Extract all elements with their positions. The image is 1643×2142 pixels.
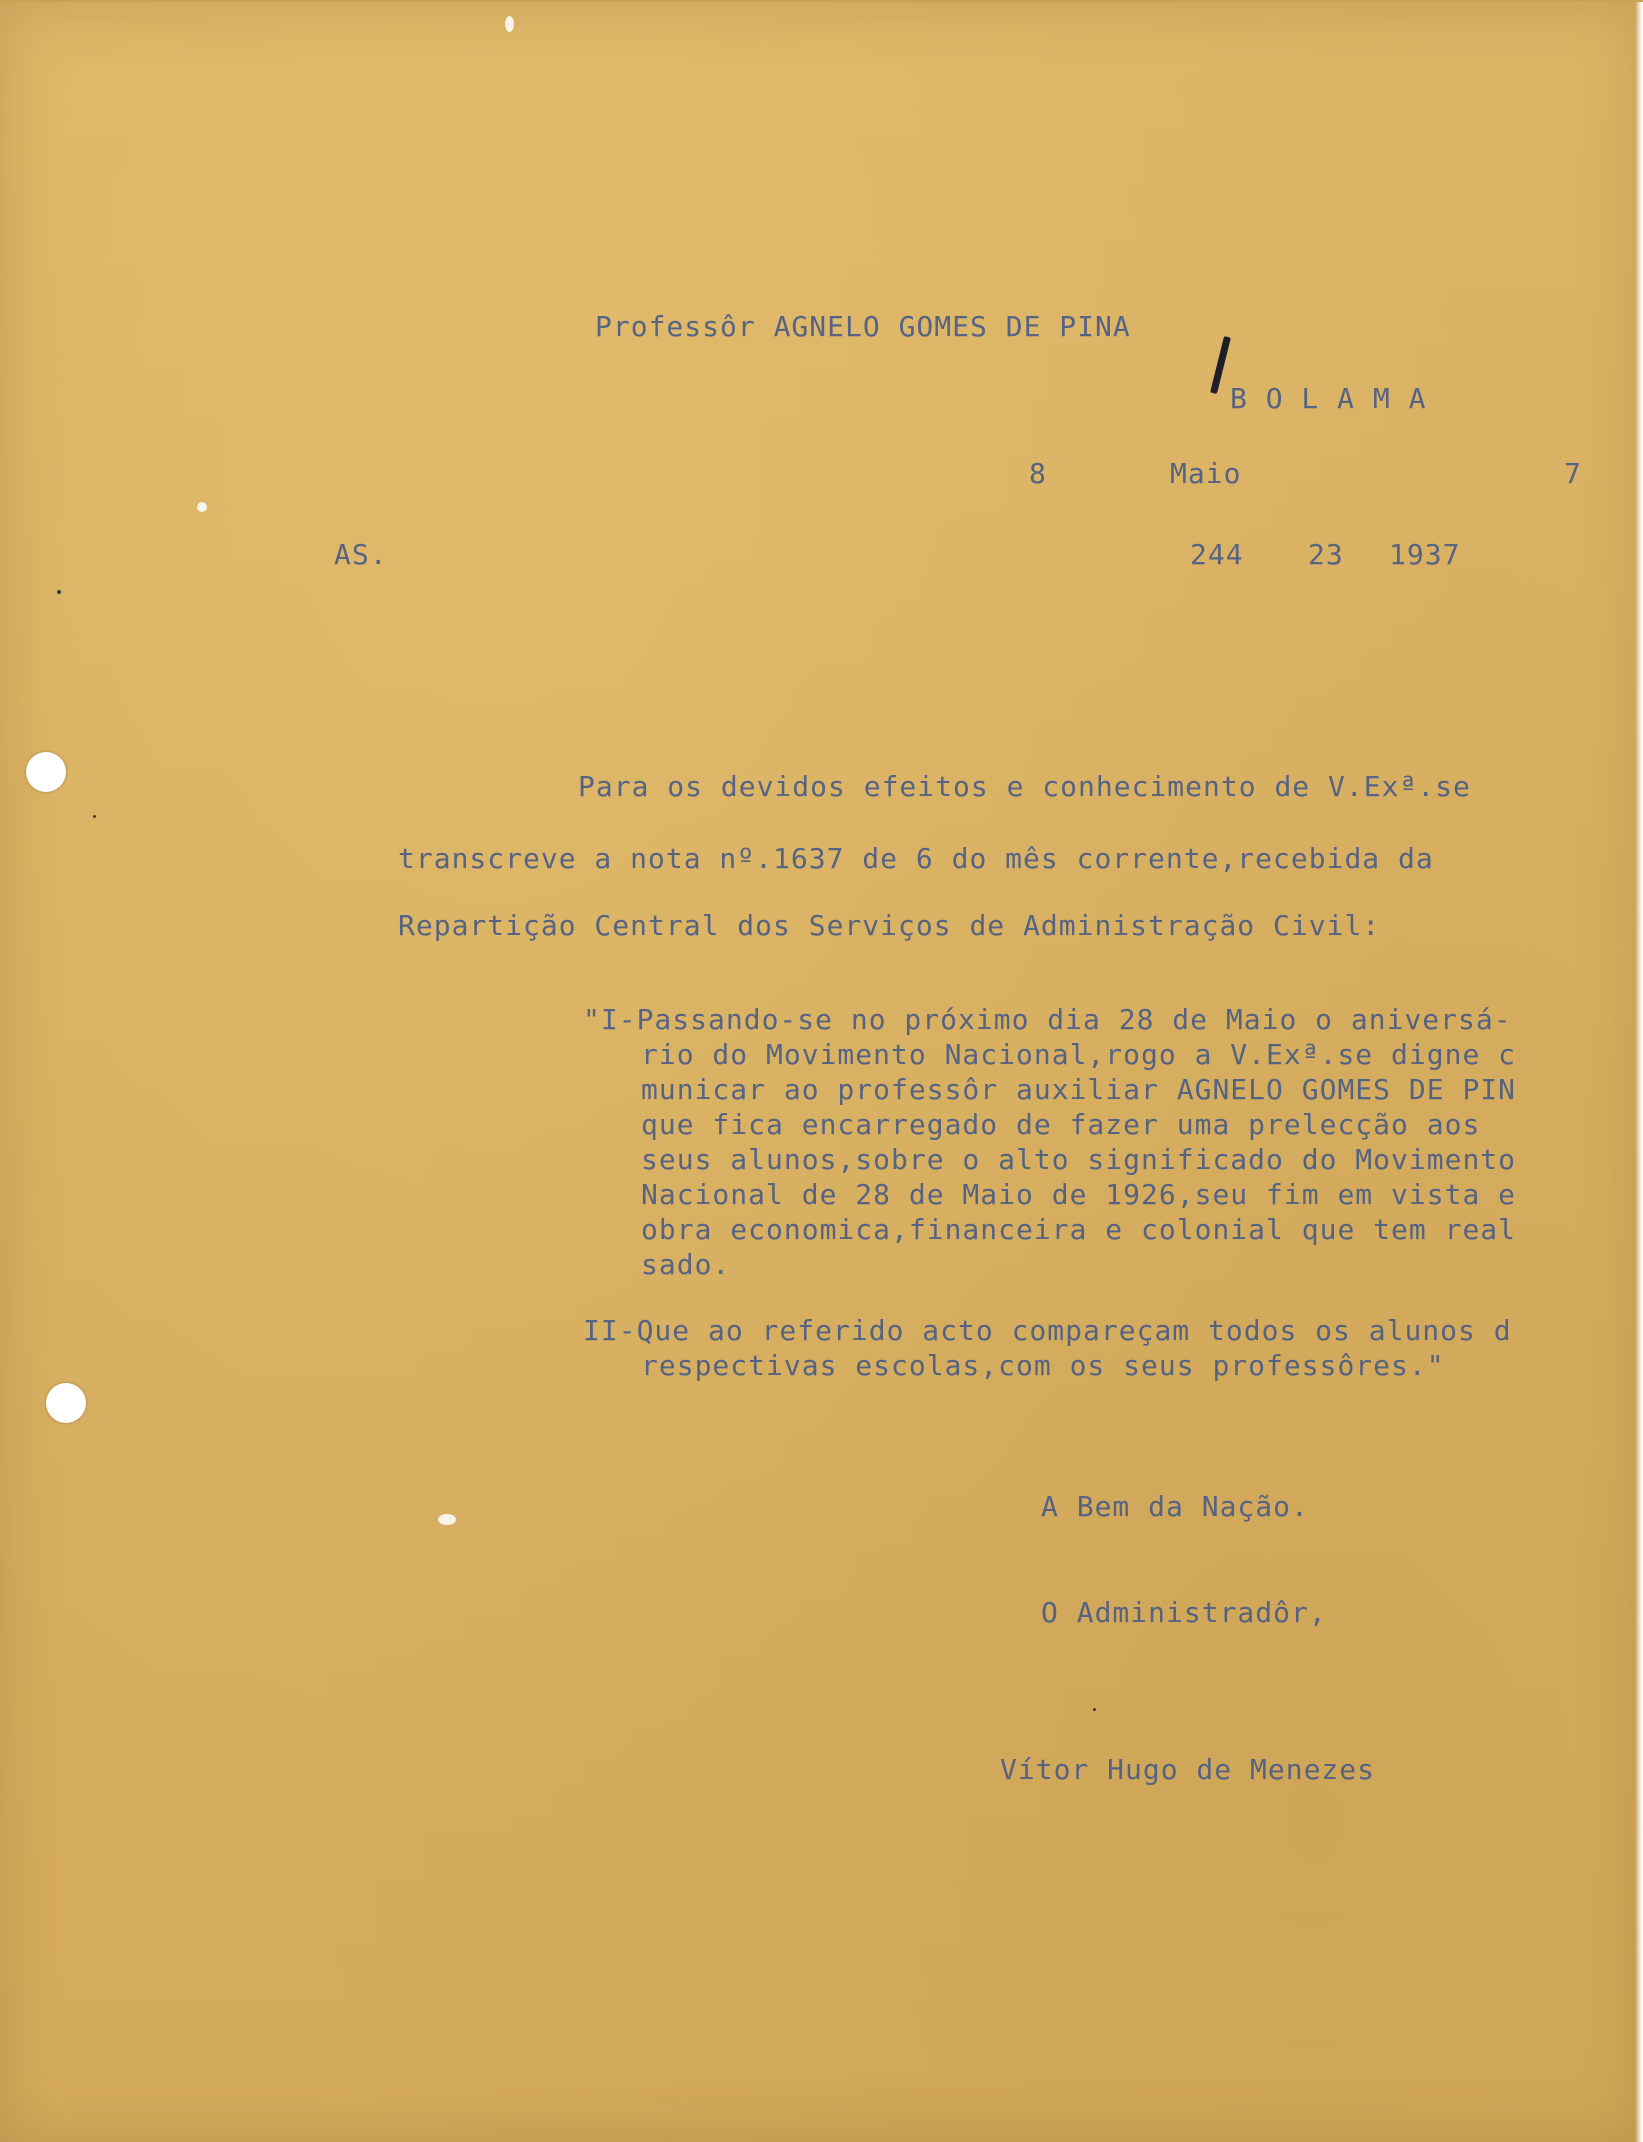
corner-number: 7 (1564, 457, 1582, 490)
quote-line: obra economica,financeira e colonial que tem real (641, 1213, 1517, 1246)
body-line: Repartição Central dos Serviços de Administração Civil: (398, 909, 1381, 942)
paper-dot (1093, 1708, 1096, 1711)
reference-series: 23 (1308, 538, 1344, 571)
quote-line: seus alunos,sobre o alto significado do Movimento (641, 1143, 1517, 1176)
quote-line: Nacional de 28 de Maio de 1926,seu fim em vista e (641, 1178, 1517, 1211)
paper-dot (93, 815, 96, 818)
pencil-mark (1210, 336, 1231, 394)
quote-line: II-Que ao referido acto compareçam todos os alunos d (583, 1314, 1512, 1347)
quote-line: sado. (641, 1248, 731, 1281)
closing-salutation: A Bem da Nação. (1041, 1490, 1309, 1523)
body-line: Para os devidos efeitos e conhecimento de V.Exª.se (578, 770, 1471, 803)
signatory-name: Vítor Hugo de Menezes (1000, 1753, 1376, 1786)
date-day: 8 (1029, 457, 1047, 490)
date-month: Maio (1170, 457, 1242, 490)
quote-line: rio do Movimento Nacional,rogo a V.Exª.se digne c (641, 1038, 1517, 1071)
quote-line: "I-Passando-se no próximo dia 28 de Maio o aniversá- (583, 1003, 1512, 1036)
paper-speck (438, 1514, 456, 1525)
quote-line: municar ao professôr auxiliar AGNELO GOMES DE PIN (641, 1073, 1517, 1106)
quote-line: respectivas escolas,com os seus professôres." (641, 1349, 1445, 1382)
punch-hole-top (26, 752, 66, 792)
paper-speck (505, 16, 514, 32)
punch-hole-bottom (46, 1383, 86, 1423)
page-edge (1635, 2, 1643, 2142)
reference-prefix: AS. (334, 538, 388, 571)
place-name: B O L A M A (1230, 382, 1427, 415)
reference-number: 244 (1190, 538, 1244, 571)
recipient-line: Professôr AGNELO GOMES DE PINA (595, 310, 1131, 343)
paper-speck (197, 502, 207, 512)
paper-dot (57, 590, 61, 594)
body-line: transcreve a nota nº.1637 de 6 do mês corrente,recebida da (398, 842, 1434, 875)
quote-line: que fica encarregado de fazer uma prelecção aos (641, 1108, 1481, 1141)
reference-year: 1937 (1389, 538, 1461, 571)
closing-title: O Administradôr, (1041, 1596, 1327, 1629)
